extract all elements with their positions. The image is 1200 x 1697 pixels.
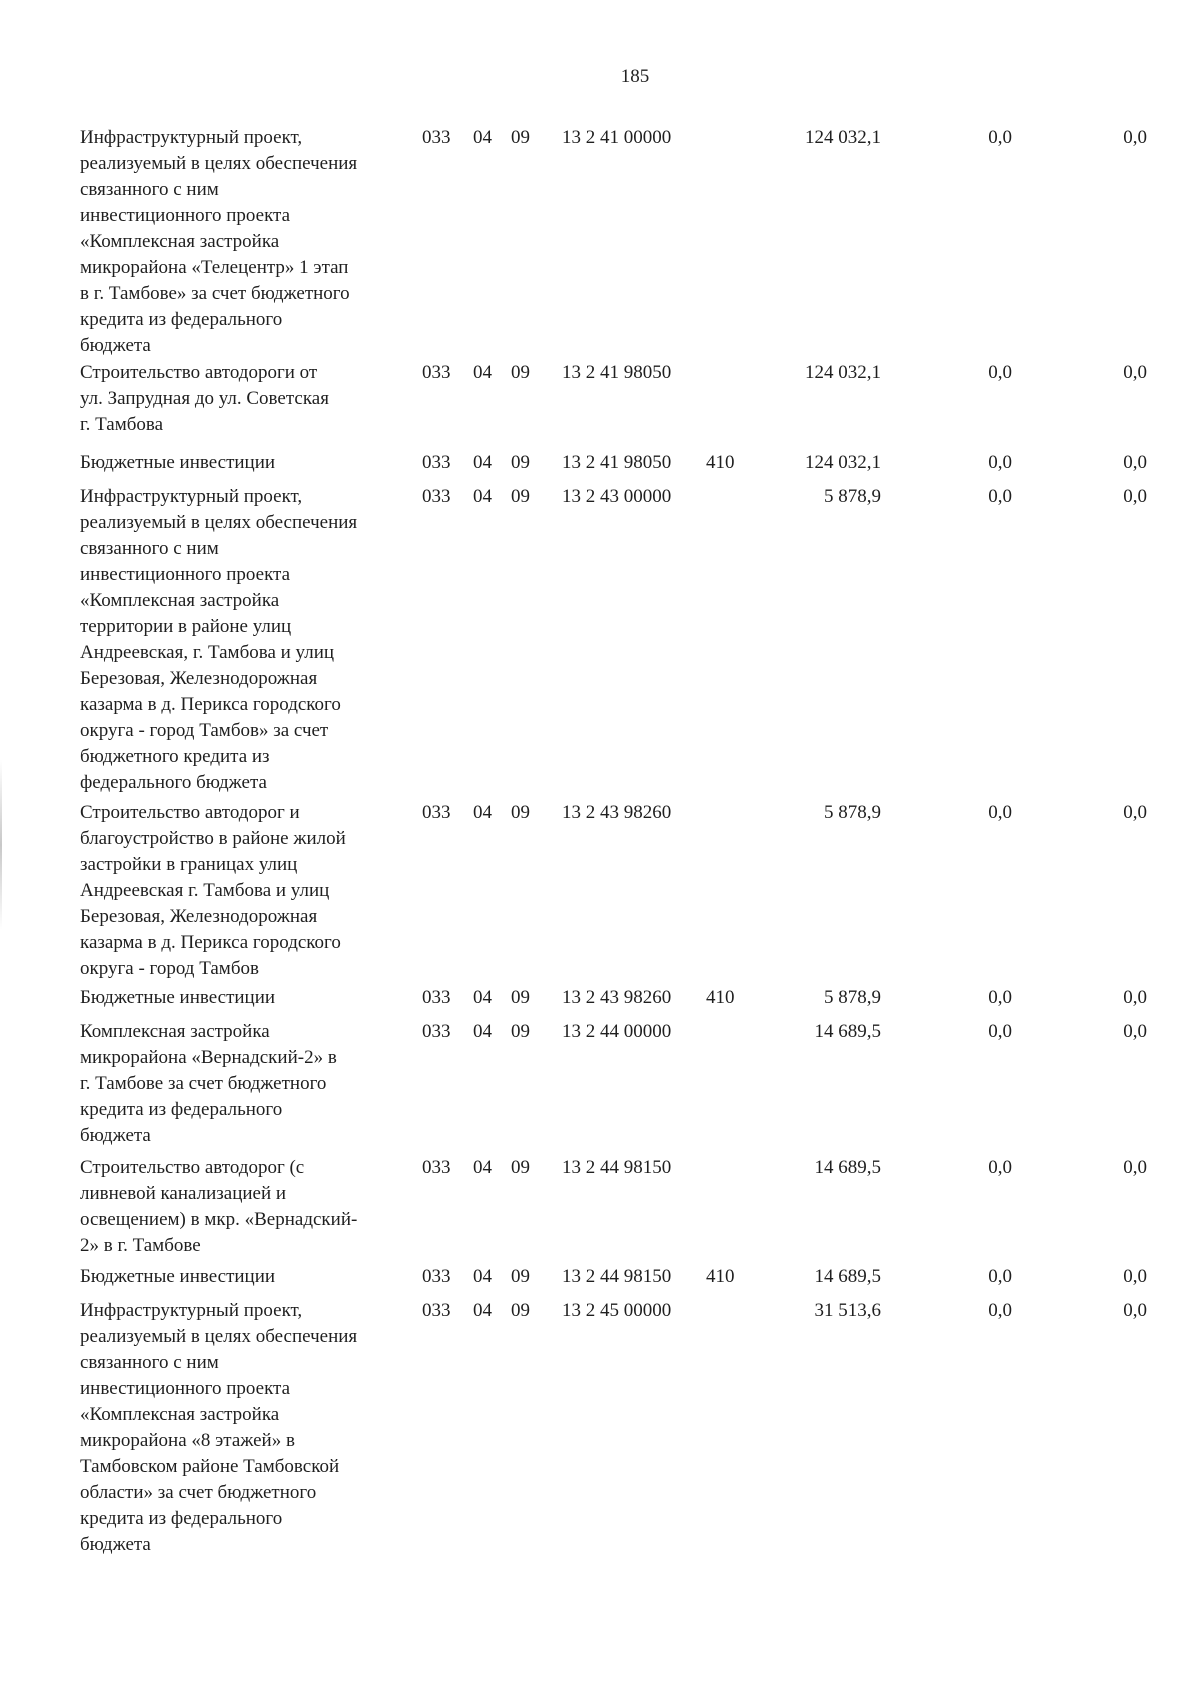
code-csr: 13 2 43 00000 <box>562 486 672 507</box>
amount-year-2: 0,0 <box>988 362 1012 383</box>
code-ved: 033 <box>422 486 451 507</box>
code-vr: 410 <box>706 1266 735 1287</box>
amount-year-2: 0,0 <box>988 1157 1012 1178</box>
code-rz: 04 <box>473 486 492 507</box>
code-rz: 04 <box>473 1021 492 1042</box>
amount-year-3: 0,0 <box>1123 987 1147 1008</box>
amount-year-2: 0,0 <box>988 127 1012 148</box>
code-pr: 09 <box>511 1266 530 1287</box>
code-rz: 04 <box>473 802 492 823</box>
amount-year-2: 0,0 <box>988 1266 1012 1287</box>
amount-year-3: 0,0 <box>1123 1300 1147 1321</box>
amount-year-1: 5 878,9 <box>824 802 881 823</box>
row-name: Инфраструктурный проект, реализуемый в целях обеспечения связанного с ним инвестиционного проекта «Комплексная застройка территории в районе улиц Андреевская, г. Тамбова и улиц Березовая, Железнодорожная казарма в д. Перикса городского округа - город Тамбов» за счет бюджетного кредита из федерального бюджета <box>80 486 358 793</box>
row-name: Бюджетные инвестиции <box>80 452 276 473</box>
amount-year-2: 0,0 <box>988 452 1012 473</box>
code-vr: 410 <box>706 987 735 1008</box>
amount-year-1: 31 513,6 <box>814 1300 881 1321</box>
code-ved: 033 <box>422 1157 451 1178</box>
row-name: Комплексная застройка микрорайона «Вернадский-2» в г. Тамбове за счет бюджетного кредита из федерального бюджета <box>80 1021 337 1146</box>
code-ved: 033 <box>422 362 451 383</box>
code-pr: 09 <box>511 486 530 507</box>
code-rz: 04 <box>473 362 492 383</box>
code-csr: 13 2 41 98050 <box>562 362 672 383</box>
code-ved: 033 <box>422 1300 451 1321</box>
amount-year-3: 0,0 <box>1123 452 1147 473</box>
code-pr: 09 <box>511 1300 530 1321</box>
code-csr: 13 2 44 00000 <box>562 1021 672 1042</box>
row-name: Инфраструктурный проект, реализуемый в целях обеспечения связанного с ним инвестиционного проекта «Комплексная застройка микрорайона «8 этажей» в Тамбовском районе Тамбовской области» за счет бюджетного кредита из федерального бюджета <box>80 1300 358 1555</box>
row-name: Бюджетные инвестиции <box>80 1266 276 1287</box>
amount-year-2: 0,0 <box>988 1300 1012 1321</box>
code-rz: 04 <box>473 987 492 1008</box>
amount-year-2: 0,0 <box>988 486 1012 507</box>
code-csr: 13 2 43 98260 <box>562 802 672 823</box>
row-name: Строительство автодороги от ул. Запрудная до ул. Советская г. Тамбова <box>80 362 329 435</box>
code-pr: 09 <box>511 452 530 473</box>
code-rz: 04 <box>473 1157 492 1178</box>
amount-year-2: 0,0 <box>988 1021 1012 1042</box>
code-rz: 04 <box>473 452 492 473</box>
row-name: Инфраструктурный проект, реализуемый в целях обеспечения связанного с ним инвестиционного проекта «Комплексная застройка микрорайона «Телецентр» 1 этап в г. Тамбове» за счет бюджетного кредита из федерального бюджета <box>80 127 358 356</box>
amount-year-2: 0,0 <box>988 802 1012 823</box>
amount-year-3: 0,0 <box>1123 1021 1147 1042</box>
code-vr: 410 <box>706 452 735 473</box>
amount-year-1: 5 878,9 <box>824 486 881 507</box>
page-number: 185 <box>620 66 650 87</box>
amount-year-1: 14 689,5 <box>814 1021 881 1042</box>
code-ved: 033 <box>422 802 451 823</box>
code-pr: 09 <box>511 1157 530 1178</box>
code-pr: 09 <box>511 127 530 148</box>
code-csr: 13 2 45 00000 <box>562 1300 672 1321</box>
row-name: Строительство автодорог и благоустройство в районе жилой застройки в границах улиц Андреевская г. Тамбова и улиц Березовая, Железнодорожная казарма в д. Перикса городского округа - город Тамбов <box>80 802 346 979</box>
code-ved: 033 <box>422 127 451 148</box>
code-csr: 13 2 44 98150 <box>562 1157 672 1178</box>
amount-year-2: 0,0 <box>988 987 1012 1008</box>
amount-year-3: 0,0 <box>1123 1266 1147 1287</box>
code-ved: 033 <box>422 452 451 473</box>
code-csr: 13 2 41 98050 <box>562 452 672 473</box>
row-name: Бюджетные инвестиции <box>80 987 276 1008</box>
code-pr: 09 <box>511 802 530 823</box>
amount-year-1: 124 032,1 <box>805 452 881 473</box>
code-rz: 04 <box>473 1300 492 1321</box>
amount-year-1: 5 878,9 <box>824 987 881 1008</box>
code-pr: 09 <box>511 1021 530 1042</box>
amount-year-3: 0,0 <box>1123 362 1147 383</box>
code-csr: 13 2 43 98260 <box>562 987 672 1008</box>
code-ved: 033 <box>422 1021 451 1042</box>
code-csr: 13 2 41 00000 <box>562 127 672 148</box>
row-name: Строительство автодорог (с ливневой канализацией и освещением) в мкр. «Вернадский- 2» в г. Тамбове <box>80 1157 358 1256</box>
amount-year-1: 124 032,1 <box>805 127 881 148</box>
amount-year-3: 0,0 <box>1123 127 1147 148</box>
amount-year-3: 0,0 <box>1123 486 1147 507</box>
amount-year-3: 0,0 <box>1123 1157 1147 1178</box>
amount-year-1: 124 032,1 <box>805 362 881 383</box>
code-csr: 13 2 44 98150 <box>562 1266 672 1287</box>
code-pr: 09 <box>511 987 530 1008</box>
code-rz: 04 <box>473 1266 492 1287</box>
amount-year-1: 14 689,5 <box>814 1157 881 1178</box>
code-rz: 04 <box>473 127 492 148</box>
amount-year-1: 14 689,5 <box>814 1266 881 1287</box>
code-pr: 09 <box>511 362 530 383</box>
code-ved: 033 <box>422 987 451 1008</box>
amount-year-3: 0,0 <box>1123 802 1147 823</box>
code-ved: 033 <box>422 1266 451 1287</box>
